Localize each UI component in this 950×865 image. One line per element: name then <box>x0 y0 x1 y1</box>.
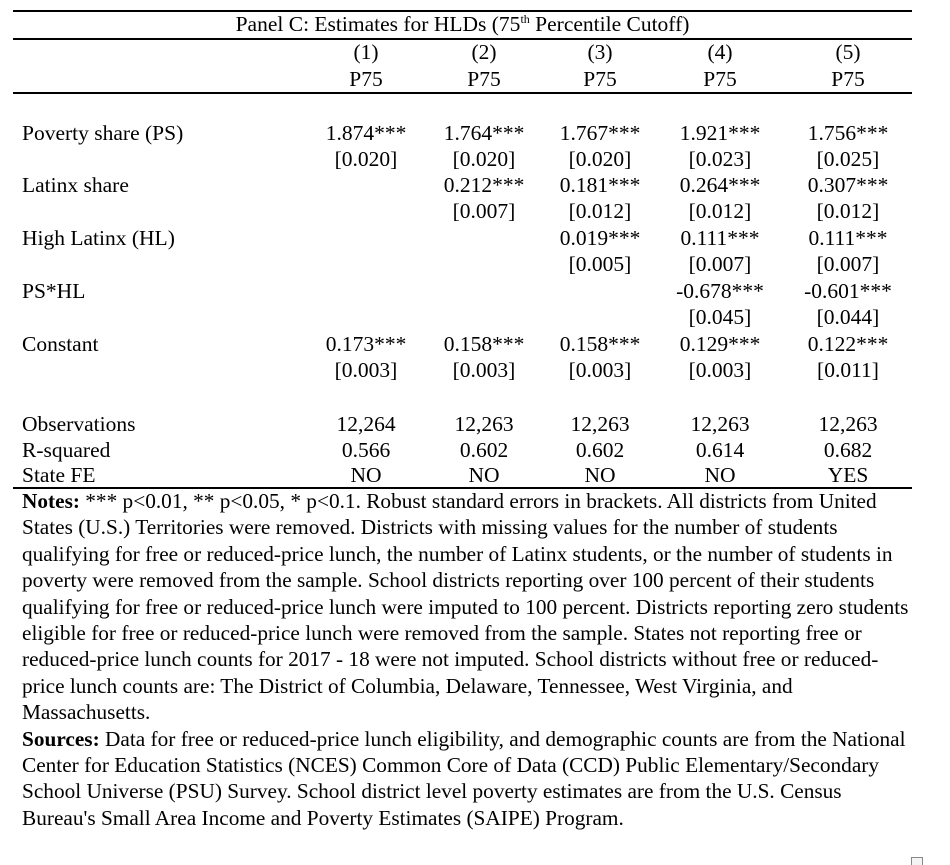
coefficient-cell: 0.019*** <box>559 226 641 250</box>
row-label: Constant <box>22 332 99 356</box>
standard-error-cell: [0.025] <box>816 147 880 171</box>
coefficient-cell: -0.678*** <box>676 279 764 303</box>
standard-error-cell: [0.023] <box>688 147 752 171</box>
table-notes <box>22 488 912 831</box>
standard-error-cell: [0.012] <box>688 199 752 223</box>
standard-error-cell: [0.007] <box>688 252 752 276</box>
stat-value: 12,264 <box>336 412 396 436</box>
stat-label: State FE <box>22 463 96 487</box>
panel-title-post: Percentile Cutoff) <box>529 12 690 36</box>
standard-error-cell: [0.007] <box>452 199 516 223</box>
standard-error-cell: [0.011] <box>817 358 879 382</box>
stat-value: 12,263 <box>690 412 750 436</box>
stat-label: Observations <box>22 412 136 436</box>
panel-title <box>13 10 912 38</box>
column-number: (1) <box>353 40 379 64</box>
row-label: Latinx share <box>22 173 129 197</box>
notes-paragraph <box>22 488 912 726</box>
coefficient-cell: 0.212*** <box>443 173 525 197</box>
standard-error-cell: [0.003] <box>452 358 516 382</box>
standard-error-cell: [0.012] <box>568 199 632 223</box>
stat-value: 0.614 <box>695 438 745 462</box>
stat-value: 0.682 <box>823 438 873 462</box>
coefficient-cell: 0.264*** <box>679 173 761 197</box>
header-rule <box>13 92 912 94</box>
coefficient-cell: 0.111*** <box>808 226 888 250</box>
stat-value: 0.602 <box>575 438 625 462</box>
sources-paragraph <box>22 726 912 832</box>
coefficient-cell: 0.307*** <box>807 173 889 197</box>
stat-label: R-squared <box>22 438 111 462</box>
standard-error-cell: [0.003] <box>334 358 398 382</box>
standard-error-cell: [0.005] <box>568 252 632 276</box>
coefficient-cell: 1.767*** <box>559 121 641 145</box>
coefficient-cell: 0.173*** <box>325 332 407 356</box>
standard-error-cell: [0.020] <box>334 147 398 171</box>
standard-error-cell: [0.020] <box>452 147 516 171</box>
row-label: High Latinx (HL) <box>22 226 175 250</box>
column-number: (4) <box>707 40 733 64</box>
coefficient-cell: -0.601*** <box>804 279 892 303</box>
stat-value: 12,263 <box>818 412 878 436</box>
stat-value: NO <box>704 463 736 487</box>
stat-value: NO <box>350 463 382 487</box>
column-label: P75 <box>831 67 865 91</box>
standard-error-cell: [0.044] <box>816 305 880 329</box>
coefficient-cell: 1.756*** <box>807 121 889 145</box>
stat-value: 12,263 <box>570 412 630 436</box>
standard-error-cell: [0.020] <box>568 147 632 171</box>
column-label: P75 <box>349 67 383 91</box>
title-rule <box>13 38 912 40</box>
coefficient-cell: 0.111*** <box>680 226 760 250</box>
stat-value: YES <box>827 463 869 487</box>
column-label: P75 <box>583 67 617 91</box>
stat-value: 12,263 <box>454 412 514 436</box>
coefficient-cell: 0.122*** <box>807 332 889 356</box>
standard-error-cell: [0.007] <box>816 252 880 276</box>
panel-title-pre: Panel C: Estimates for HLDs (75 <box>235 12 521 36</box>
column-label: P75 <box>467 67 501 91</box>
notes-text: *** p<0.01, ** p<0.05, * p<0.1. Robust standard errors in brackets. All districts from United States (U.S.) Territories were removed. Districts with missing values for the number of students qualifying for free or reduced-price lunch, the number of Latinx students, or the number of students in poverty were removed from the sample. School districts reporting over 100 percent of their students qualifying for free or reduced-price lunch were imputed to 100 percent. Districts reporting zero students eligible for free or reduced-price lunch were removed from the sample. States not reporting free or reduced-price lunch counts for 2017 - 18 were not imputed. School districts without free or reduced-price lunch counts are: The District of Columbia, Delaware, Tennessee, West Virginia, and Massachusetts. <box>22 489 909 725</box>
coefficient-cell: 0.181*** <box>559 173 641 197</box>
row-label: PS*HL <box>22 279 86 303</box>
coefficient-cell: 0.129*** <box>679 332 761 356</box>
stat-value: NO <box>468 463 500 487</box>
column-label: P75 <box>703 67 737 91</box>
coefficient-cell: 1.874*** <box>325 121 407 145</box>
coefficient-cell: 0.158*** <box>443 332 525 356</box>
column-number: (2) <box>471 40 497 64</box>
column-number: (5) <box>835 40 861 64</box>
standard-error-cell: [0.003] <box>688 358 752 382</box>
standard-error-cell: [0.045] <box>688 305 752 329</box>
coefficient-cell: 1.921*** <box>679 121 761 145</box>
stat-value: NO <box>584 463 616 487</box>
panel-title-superscript: th <box>520 11 530 26</box>
stat-value: 0.602 <box>459 438 509 462</box>
standard-error-cell: [0.003] <box>568 358 632 382</box>
coefficient-cell: 0.158*** <box>559 332 641 356</box>
coefficient-cell: 1.764*** <box>443 121 525 145</box>
sources-text: Data for free or reduced-price lunch eligibility, and demographic counts are from the National Center for Education Statistics (NCES) Common Core of Data (CCD) Public Elementary/Secondary School Universe (PSU) Survey. School district level poverty estimates are from the U.S. Census Bureau's Small Area Income and Poverty Estimates (SAIPE) Program. <box>22 726 906 830</box>
stat-value: 0.566 <box>341 438 391 462</box>
column-number: (3) <box>587 40 613 64</box>
row-label: Poverty share (PS) <box>22 121 184 145</box>
standard-error-cell: [0.012] <box>816 199 880 223</box>
notes-label: Notes: <box>22 489 80 513</box>
sources-label: Sources: <box>22 726 100 751</box>
